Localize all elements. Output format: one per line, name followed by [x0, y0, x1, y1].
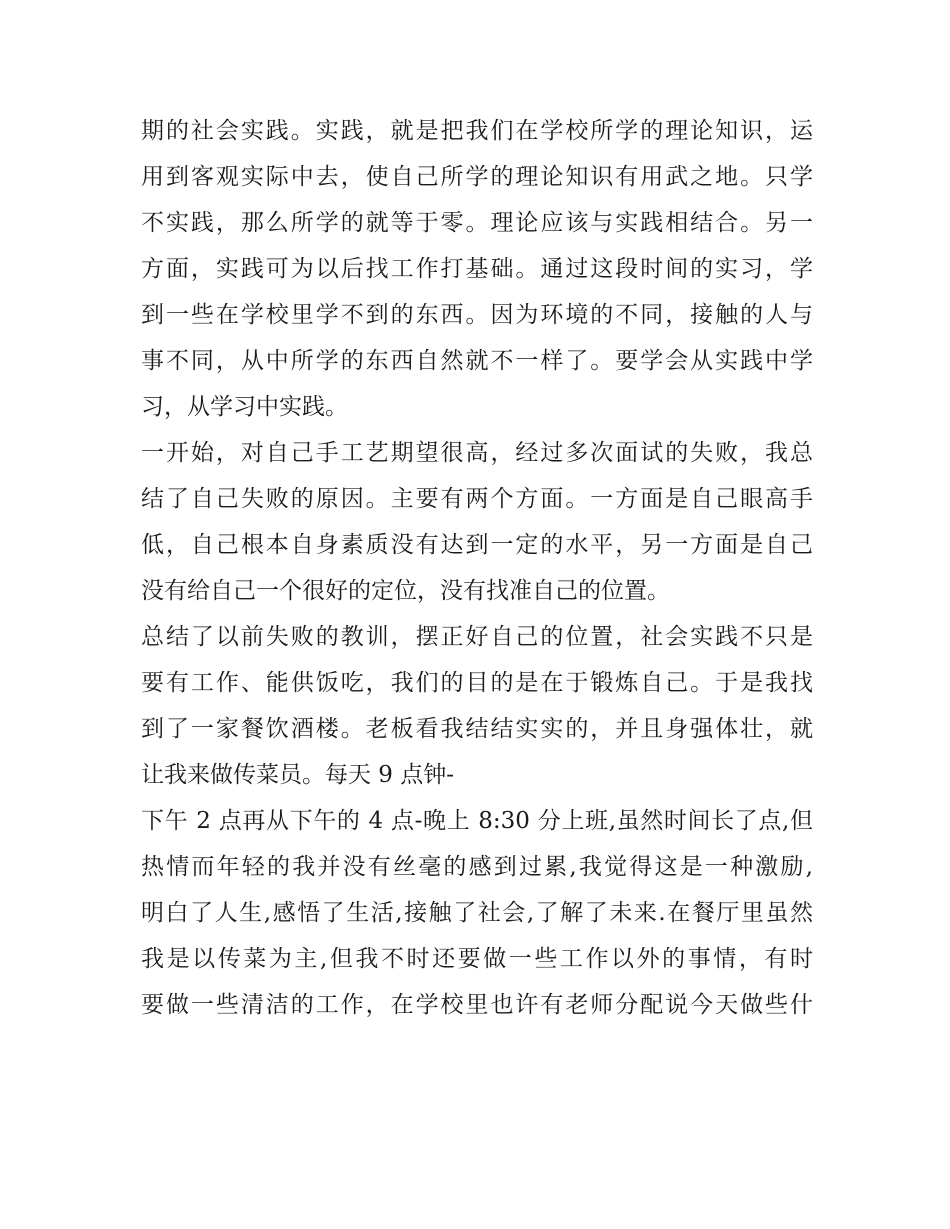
text-line: 我是以传菜为主,但我不时还要做一些工作以外的事情，有时: [141, 946, 813, 972]
text-line: 结了自己失败的原因。主要有两个方面。一方面是自己眼高手: [141, 486, 813, 512]
text-line: 低，自己根本自身素质没有达到一定的水平，另一方面是自己: [141, 532, 813, 558]
text-line: 没有给自己一个很好的定位，没有找准自己的位置。: [141, 578, 670, 604]
text-line: 用到客观实际中去，使自己所学的理论知识有用武之地。只学: [141, 164, 813, 190]
body-text: [141, 108, 813, 1028]
text-line: 方面，实践可为以后找工作打基础。通过这段时间的实习，学: [141, 256, 813, 282]
text-line: 期的社会实践。实践，就是把我们在学校所学的理论知识，运: [141, 118, 813, 144]
text-line: 下午 2 点再从下午的 4 点-晚上 8:30 分上班,虽然时间长了点,但: [141, 808, 813, 834]
text-line: 不实践，那么所学的就等于零。理论应该与实践相结合。另一: [141, 210, 813, 236]
text-line: 热情而年轻的我并没有丝毫的感到过累,我觉得这是一种激励,: [141, 854, 813, 880]
text-line: 要有工作、能供饭吃，我们的目的是在于锻炼自己。于是我找: [141, 670, 813, 696]
text-line: 到了一家餐饮酒楼。老板看我结结实实的，并且身强体壮，就: [141, 716, 813, 742]
text-line: 习，从学习中实践。: [141, 394, 348, 420]
text-line: 一开始，对自己手工艺期望很高，经过多次面试的失败，我总: [141, 440, 813, 466]
text-line: 事不同，从中所学的东西自然就不一样了。要学会从实践中学: [141, 348, 813, 374]
text-line: 总结了以前失败的教训，摆正好自己的位置，社会实践不只是: [141, 624, 813, 650]
text-line: 让我来做传菜员。每天 9 点钟-: [141, 762, 455, 788]
text-line: 要做一些清洁的工作，在学校里也许有老师分配说今天做些什: [141, 992, 813, 1018]
text-line: 明白了人生,感悟了生活,接触了社会,了解了未来.在餐厅里虽然: [141, 900, 813, 926]
text-line: 到一些在学校里学不到的东西。因为环境的不同，接触的人与: [141, 302, 813, 328]
